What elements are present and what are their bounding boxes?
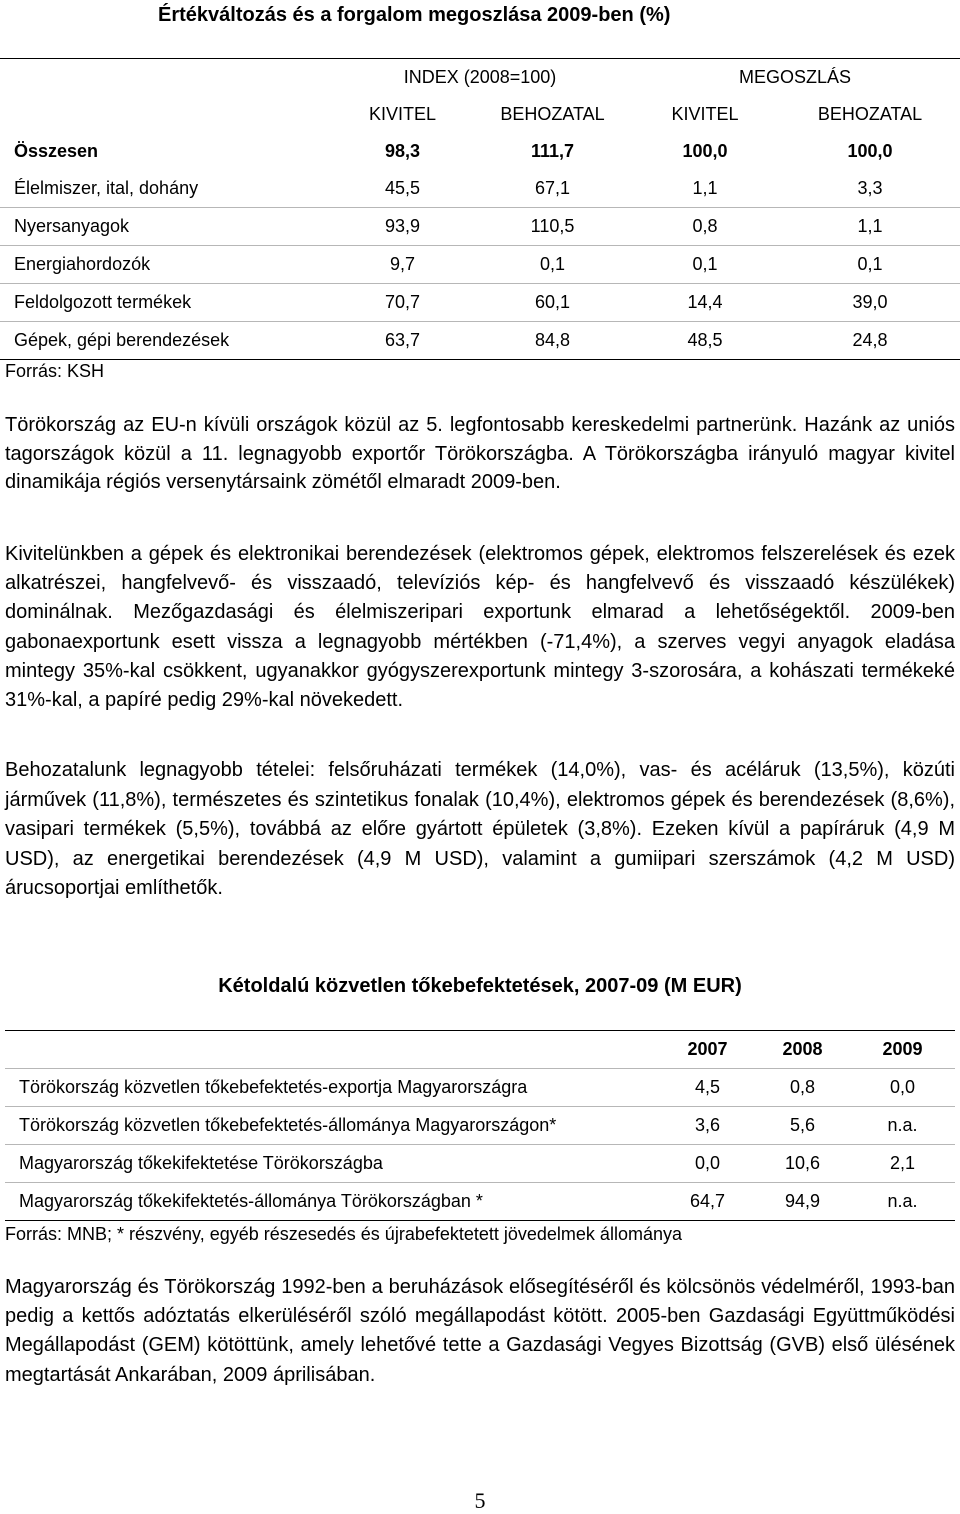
cell: 2,1: [850, 1145, 955, 1183]
table-row: [5, 1107, 955, 1145]
row-label: Élelmiszer, ital, dohány: [0, 170, 330, 208]
cell: 1,1: [780, 208, 960, 246]
cell: 110,5: [475, 208, 630, 246]
row-label: Magyarország tőkekifektetése Törökországba: [5, 1145, 660, 1183]
row-label: Nyersanyagok: [0, 208, 330, 246]
cell: 0,1: [780, 246, 960, 284]
paragraph: Magyarország és Törökország 1992-ben a beruházások elősegítéséről és kölcsönös védelméről, 1993-ban pedig a kettős adóztatás elkerüléséről szóló megállapodást kötött. 2005-ben Gazdasági Együttműködési Megállapodást (GEM) kötöttünk, amely lehetővé tette a Gazdasági Vegyes Bizottság (GVB) első ülésének megtartását Ankarában, 2009 áprilisában.: [5, 1276, 955, 1386]
col-header: 2007: [660, 1031, 755, 1069]
cell: 84,8: [475, 322, 630, 360]
cell: 0,0: [850, 1069, 955, 1107]
col-header: BEHOZATAL: [817, 104, 923, 124]
cell: 0,8: [630, 208, 780, 246]
table2-title: Kétoldalú közvetlen tőkebefektetések, 2007-09 (M EUR): [218, 975, 742, 997]
cell: 9,7: [330, 246, 475, 284]
table-row: [5, 1145, 955, 1183]
cell: 64,7: [660, 1183, 755, 1221]
paragraph: Behozatalunk legnagyobb tételei: felsőruházati termékek (14,0%), vas- és acéláruk (13,5%), közúti járművek (11,8%), természetes és szintetikus fonalak (10,4%), elektromos gépek és berendezések (8,6%), vasipari termékek (5,5%), továbbá az előre gyártott épületek (3,8%). Ezeken kívül a papíráruk (4,9 M USD), az energetikai berendezések (4,9 M USD), valamint a gumiipari szerszámok (4,2 M USD) árucsoportjai említhetők.: [5, 759, 955, 899]
cell: 45,5: [330, 170, 475, 208]
cell: 0,0: [660, 1145, 755, 1183]
cell: 70,7: [330, 284, 475, 322]
col-header: KIVITEL: [671, 104, 739, 124]
table-row: [0, 322, 960, 360]
row-label: Törökország közvetlen tőkebefektetés-exportja Magyarországra: [5, 1069, 660, 1107]
row-label: Összesen: [14, 141, 99, 161]
table1-title: Értékváltozás és a forgalom megoszlása 2009-ben (%): [158, 4, 671, 26]
col-header: 2009: [850, 1031, 955, 1069]
cell: n.a.: [850, 1183, 955, 1221]
trade-index-table: [0, 58, 960, 360]
group-header-row: [0, 59, 960, 97]
cell: n.a.: [850, 1107, 955, 1145]
cell: 100,0: [682, 141, 728, 161]
cell: 0,1: [630, 246, 780, 284]
index-group-header: INDEX (2008=100): [330, 59, 630, 97]
row-label: Feldolgozott termékek: [0, 284, 330, 322]
cell: 63,7: [330, 322, 475, 360]
share-group-header: MEGOSZLÁS: [630, 59, 960, 97]
col-header: BEHOZATAL: [500, 104, 605, 124]
row-label: Magyarország tőkekifektetés-állománya Törökországban *: [5, 1183, 660, 1221]
cell: 5,6: [755, 1107, 850, 1145]
table2-source: Forrás: MNB; * részvény, egyéb részesedés és újrabefektetett jövedelmek állománya: [5, 1224, 682, 1244]
table-row: [0, 208, 960, 246]
cell: 0,8: [755, 1069, 850, 1107]
col-header: 2008: [755, 1031, 850, 1069]
cell: 48,5: [630, 322, 780, 360]
table-row: [5, 1183, 955, 1221]
cell: 60,1: [475, 284, 630, 322]
year-header-row: [5, 1031, 955, 1069]
cell: 10,6: [755, 1145, 850, 1183]
col-header: KIVITEL: [368, 104, 437, 124]
cell: 67,1: [475, 170, 630, 208]
cell: 39,0: [780, 284, 960, 322]
table1-source: Forrás: KSH: [5, 361, 105, 381]
cell: 3,6: [660, 1107, 755, 1145]
fdi-table: [5, 1030, 955, 1221]
cell: 3,3: [780, 170, 960, 208]
cell: 94,9: [755, 1183, 850, 1221]
row-label: Törökország közvetlen tőkebefektetés-állománya Magyarországon*: [5, 1107, 660, 1145]
cell: 100,0: [847, 141, 893, 161]
table-row: [0, 170, 960, 208]
cell: 0,1: [475, 246, 630, 284]
cell: 93,9: [330, 208, 475, 246]
cell: 24,8: [780, 322, 960, 360]
table-row: [0, 246, 960, 284]
paragraph: Törökország az EU-n kívüli országok közül az 5. legfontosabb kereskedelmi partnerünk. Hazánk az uniós tagországok közül a 11. legnagyobb exportőr Törökországba. A Törökországba irányuló magyar kivitel dinamikája régiós versenytársaink zömétől elmaradt 2009-ben.: [5, 414, 955, 494]
page-number: 5: [474, 1488, 486, 1513]
table-row: [0, 284, 960, 322]
paragraph: Kivitelünkben a gépek és elektronikai berendezések (elektromos gépek, elektromos felszerelések és ezek alkatrészei, hangfelvevő- és visszaadó, televíziós kép- és hangfelvevő és visszaadó készülékek) dominálnak. Mezőgazdasági és élelmiszeripari exportunk elmarad a lehetőségektől. 2009-ben gabonaexportunk esett vissza a legnagyobb mértékben (-71,4%), a szerves vegyi anyagok eladása mintegy 35%-kal csökkent, ugyanakkor gyógyszerexportunk mintegy 3-szorosára, a kohászati termékeké 31%-kal, a papíré pedig 29%-kal növekedett.: [5, 543, 955, 712]
cell: 4,5: [660, 1069, 755, 1107]
table-row: [0, 133, 960, 170]
cell: 98,3: [384, 141, 421, 161]
cell: 111,7: [530, 141, 575, 161]
table-row: [5, 1069, 955, 1107]
row-label: Energiahordozók: [0, 246, 330, 284]
cell: 14,4: [630, 284, 780, 322]
cell: 1,1: [630, 170, 780, 208]
sub-header-row: [0, 96, 960, 133]
row-label: Gépek, gépi berendezések: [0, 322, 330, 360]
